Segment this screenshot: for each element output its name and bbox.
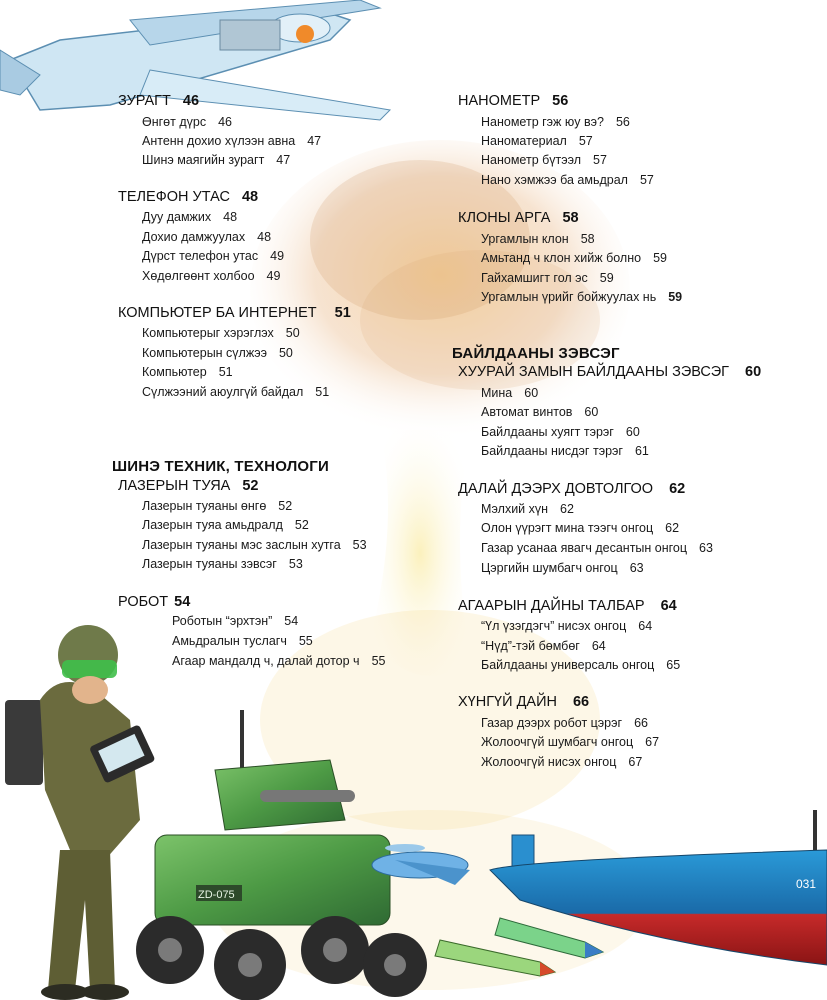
entry-title: Дуу дамжих [142,210,212,224]
entry-title: Лазерын туяа амьдралд [142,518,283,532]
toc-entry[interactable] [142,210,237,224]
toc-entry[interactable] [142,326,300,340]
entry-title: Ургамлын үрийг бойжуулах нь [481,290,657,304]
chapter-page: 48 [241,189,259,205]
chapter-title: ХҮНГҮЙ ДАЙН [458,694,557,710]
entry-title: Компьютер [142,365,207,379]
toc-entry[interactable] [142,557,303,571]
entry-title: Антенн дохио хүлээн авна [142,134,296,148]
toc-chapter[interactable] [458,694,589,710]
entry-title: Амьдралын туслагч [172,634,287,648]
entry-title: “Үл үзэгдэгч” нисэх онгоц [481,619,627,633]
entry-page: 63 [699,541,713,555]
chapter-title: НАНОМЕТР [458,93,541,109]
toc-entry[interactable] [481,502,574,516]
entry-title: Компьютерын сүлжээ [142,346,267,360]
toc-entry[interactable] [142,230,271,244]
entry-page: 53 [352,538,367,552]
entry-title: Жолоочгүй нисэх онгоц [481,755,617,769]
chapter-page: 62 [669,481,686,497]
entry-title: Нанометр бүтээл [481,153,582,167]
entry-page: 60 [584,405,599,419]
toc-entry[interactable] [481,271,614,285]
toc-chapter[interactable] [458,210,579,226]
entry-page: 57 [639,173,654,187]
entry-page: 57 [578,134,593,148]
toc-chapter[interactable] [118,305,351,321]
entry-page: 62 [560,502,574,516]
toc-chapter[interactable] [458,481,685,497]
entry-title: Дүрст телефон утас [142,249,259,263]
toc-entry[interactable] [142,518,309,532]
toc-entry[interactable] [142,499,292,513]
entry-title: Наноматериал [481,134,567,148]
entry-title: Лазерын туяаны зэвсэг [142,557,277,571]
chapter-title: КЛОНЫ АРГА [458,210,551,226]
toc-entry[interactable] [481,521,679,535]
entry-page: 63 [629,561,644,575]
entry-page: 60 [524,386,539,400]
toc-section-title: ШИНЭ ТЕХНИК, ТЕХНОЛОГИ [112,458,329,475]
toc-chapter[interactable] [118,594,190,610]
entry-title: Ургамлын клон [481,232,569,246]
toc-entry[interactable] [481,251,667,265]
entry-page: 51 [218,365,233,379]
entry-page: 49 [270,249,285,263]
toc-entry[interactable] [142,365,233,379]
entry-title: Байлдааны нисдэг тэрэг [481,444,623,458]
entry-title: Цэргийн шумбагч онгоц [481,561,618,575]
submarine-number-text: 031 [796,877,817,891]
entry-title: Хөдөлгөөнт холбоо [142,269,255,283]
toc-chapter[interactable] [458,364,761,380]
chapter-title: ЛАЗЕРЫН ТУЯА [118,478,231,494]
toc-entry[interactable] [481,425,640,439]
entry-page: 64 [638,619,653,633]
toc-entry[interactable] [142,269,280,283]
toc-entry[interactable] [481,541,713,555]
entry-title: Байлдааны хуягт тэрэг [481,425,614,439]
chapter-title: ТЕЛЕФОН УТАС [118,189,230,205]
toc-entry[interactable] [481,386,538,400]
toc-chapter[interactable] [118,478,259,494]
entry-page: 55 [371,654,386,668]
toc-entry[interactable] [481,405,598,419]
entry-title: Компьютерыг хэрэглэх [142,326,274,340]
chapter-title: ДАЛАЙ ДЭЭРХ ДОВТОЛГОО [458,481,654,497]
entry-page: 60 [625,425,640,439]
entry-title: Мэлхий хүн [481,502,549,516]
entry-page: 47 [307,134,322,148]
entry-title: Газар дээрх робот цэрэг [481,716,623,730]
entry-title: Лазерын туяаны өнгө [142,499,267,513]
chapter-page: 51 [334,305,351,321]
entry-page: 48 [257,230,272,244]
entry-title: Мина [481,386,513,400]
toc-entry[interactable] [481,755,642,769]
entry-title: Амьтанд ч клон хийж болно [481,251,642,265]
toc-entry[interactable] [142,115,232,129]
entry-page: 49 [266,269,281,283]
entry-page: 64 [591,639,606,653]
chapter-title: ЗУРАГТ [118,93,171,109]
entry-title: Байлдааны универсаль онгоц [481,658,655,672]
entry-page: 55 [298,634,313,648]
toc-entry[interactable] [142,385,329,399]
chapter-page: 54 [174,594,191,610]
entry-title: Газар усанаа явагч десантын онгоц [481,541,688,555]
entry-page: 51 [315,385,330,399]
entry-page: 67 [645,735,660,749]
chapter-title: РОБОТ [118,594,169,610]
entry-page: 50 [278,346,293,360]
entry-page: 52 [278,499,293,513]
toc-entry[interactable] [481,115,630,129]
entry-title: Жолоочгүй шумбагч онгоц [481,735,634,749]
soldier-illustration [5,625,156,1000]
toc-entry[interactable] [481,639,606,653]
entry-page: 66 [634,716,648,730]
toc-chapter[interactable] [118,93,199,109]
toc-entry[interactable] [481,153,607,167]
entry-page: 52 [294,518,309,532]
toc-entry[interactable] [481,290,682,304]
entry-page: 65 [666,658,681,672]
entry-title: Өнгөт дүрс [142,115,207,129]
entry-title: Роботын “эрхтэн” [172,614,273,628]
chapter-title: ХУУРАЙ ЗАМЫН БАЙЛДААНЫ ЗЭВСЭГ [458,364,730,380]
entry-page: 59 [668,290,683,304]
chapter-title: КОМПЬЮТЕР БА ИНТЕРНЕТ [118,305,317,321]
toc-entry[interactable] [481,735,659,749]
toc-entry[interactable] [481,619,652,633]
toc-entry[interactable] [172,614,298,628]
chapter-page: 52 [242,478,259,494]
vehicle-plate-text: ZD-075 [198,889,235,901]
entry-title: Агаар мандалд ч, далай дотор ч [172,654,360,668]
entry-page: 59 [653,251,667,265]
entry-title: Нанометр гэж юу вэ? [481,115,604,129]
entry-title: “Нүд”-тэй бөмбөг [481,639,580,653]
toc-entry[interactable] [172,654,385,668]
chapter-title: АГААРЫН ДАЙНЫ ТАЛБАР [458,598,645,614]
toc-entry[interactable] [172,634,313,648]
entry-page: 54 [284,614,299,628]
toc-chapter[interactable] [118,189,258,205]
chapter-page: 66 [572,694,590,710]
entry-page: 50 [285,326,300,340]
entry-title: Олон үүрэгт мина тээгч онгоц [481,521,654,535]
entry-page: 58 [580,232,595,246]
toc-entry[interactable] [142,249,284,263]
toc-entry[interactable] [142,346,293,360]
toc-entry[interactable] [481,716,648,730]
toc-entry[interactable] [481,444,649,458]
entry-page: 48 [223,210,238,224]
entry-page: 67 [628,755,643,769]
entry-title: Нано хэмжээ ба амьдрал [481,173,628,187]
entry-page: 53 [288,557,303,571]
entry-page: 47 [276,153,291,167]
entry-page: 57 [593,153,607,167]
toc-entry[interactable] [142,153,290,167]
entry-title: Шинэ маягийн зурагт [142,153,265,167]
entry-page: 62 [665,521,680,535]
toc-chapter[interactable] [458,598,677,614]
entry-title: Гайхамшигт гол эс [481,271,588,285]
entry-title: Дохио дамжуулах [142,230,246,244]
chapter-page: 56 [552,93,569,109]
toc-entry[interactable] [142,538,367,552]
chapter-page: 64 [660,598,677,614]
entry-title: Сүлжээний аюулгүй байдал [142,385,304,399]
toc-entry[interactable] [481,658,680,672]
entry-title: Автомат винтов [481,405,573,419]
chapter-page: 60 [745,364,762,380]
entry-page: 46 [218,115,232,129]
toc-entry[interactable] [481,134,593,148]
entry-title: Лазерын туяаны мэс заслын хутга [142,538,341,552]
chapter-page: 46 [182,93,200,109]
entry-page: 59 [599,271,614,285]
entry-page: 56 [615,115,630,129]
toc-entry[interactable] [481,173,654,187]
toc-entry[interactable] [481,232,595,246]
toc-chapter[interactable] [458,93,568,109]
chapter-page: 58 [562,210,579,226]
toc-entry[interactable] [142,134,321,148]
toc-section-title: БАЙЛДААНЫ ЗЭВСЭГ [452,345,620,362]
entry-page: 61 [634,444,649,458]
toc-entry[interactable] [481,561,644,575]
